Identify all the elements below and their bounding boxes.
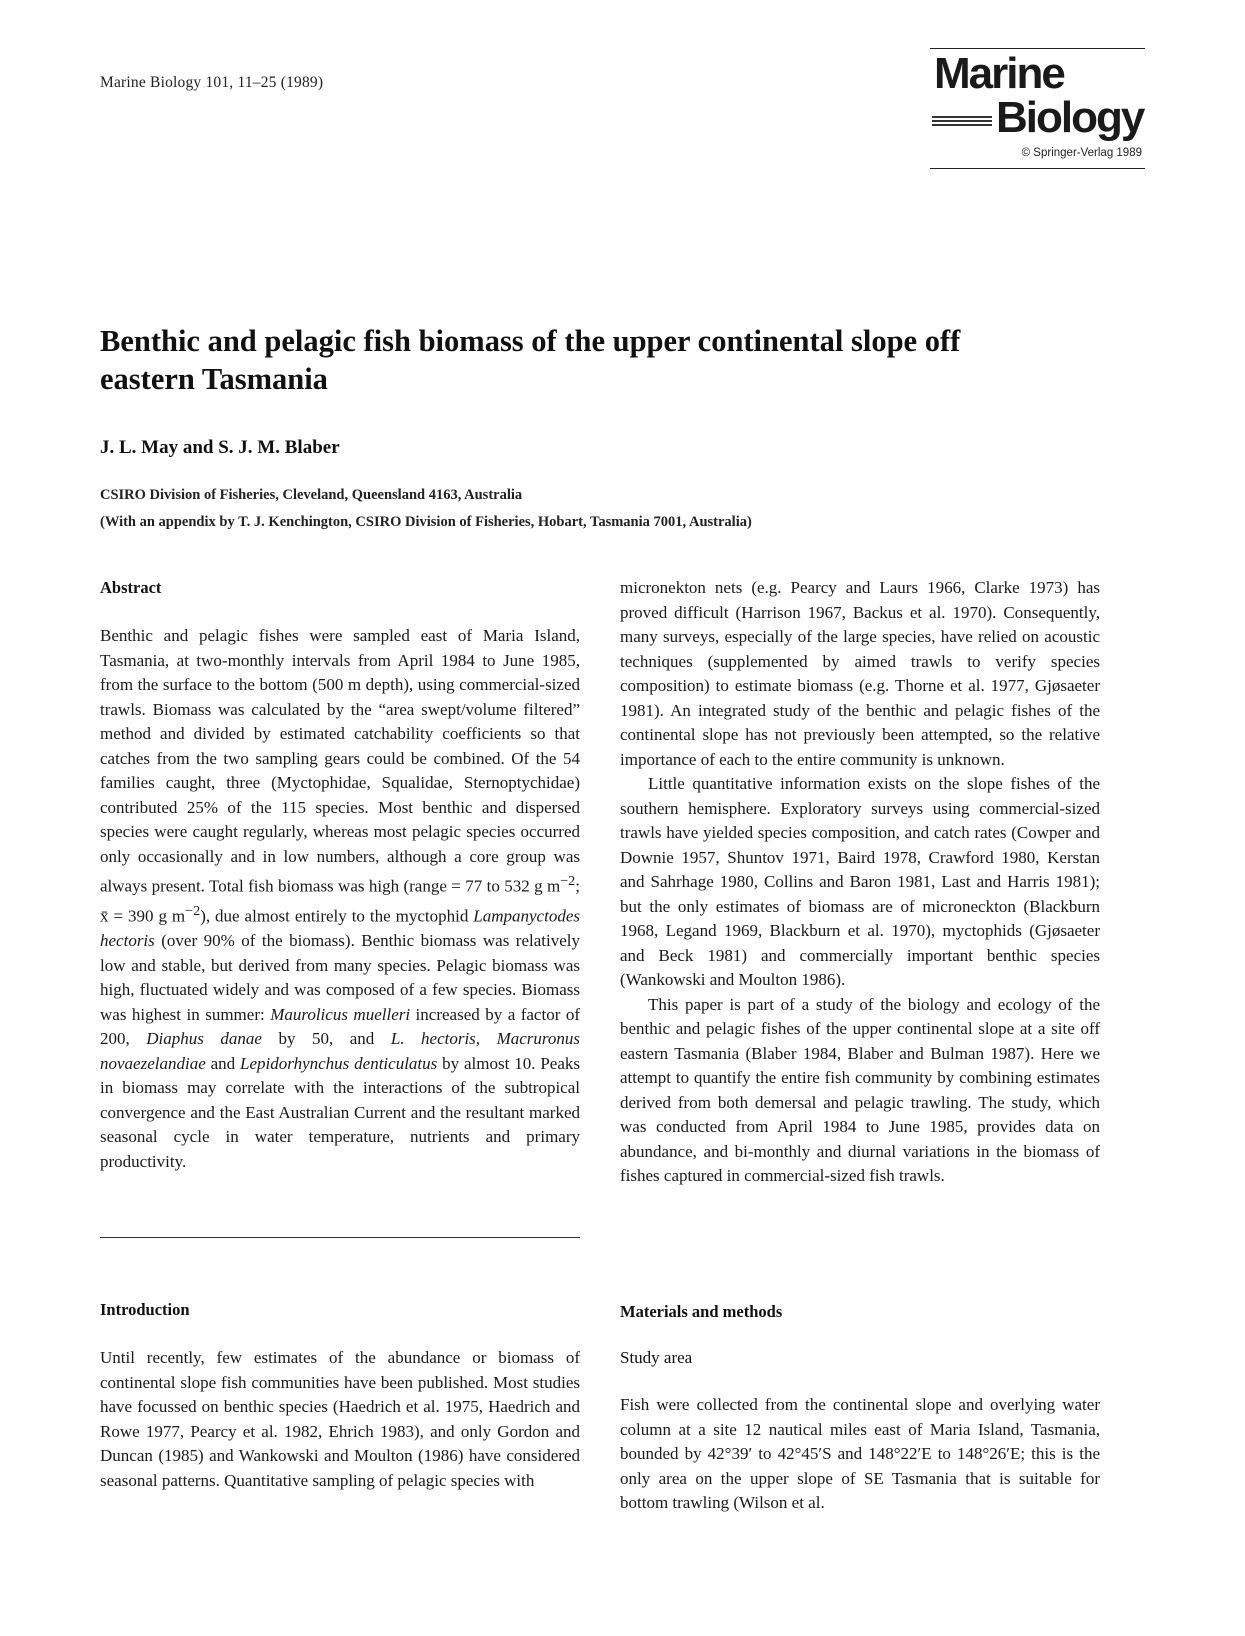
abstract-span: increased by a factor of 200, xyxy=(100,1004,581,1049)
running-head: Marine Biology 101, 11–25 (1989) xyxy=(100,74,324,91)
abstract-span: (over 90% of the biomass). Benthic biomass was relatively low and stable, but derived from many species. Pelagic biomass was high, fluctuated widely and was composed of a few species. Biomass was highest in summer: xyxy=(100,931,580,1024)
journal-logo-word-marine: Marine xyxy=(934,49,1064,98)
paper-title: Benthic and pelagic fish biomass of the upper continental slope off eastern Tasmania xyxy=(100,324,961,396)
journal-logo-word-biology: Biology xyxy=(996,93,1144,142)
abstract-span: ), due almost entirely to the myctophid xyxy=(200,906,474,926)
abstract-divider xyxy=(100,1237,580,1238)
species-name: Maurolicus muelleri xyxy=(270,1004,411,1024)
logo-tagline-bar xyxy=(932,120,992,122)
body-paragraph: This paper is part of a study of the biology and ecology of the benthic and pelagic fishes of the upper continental slope at a site off eastern Tasmania (Blaber 1984, Blaber and Bulman 1987). Here we attempt to quantify the entire fish community by combining estimates derived from both demersal and pelagic trawling. The study, which was conducted from April 1984 to June 1985, provides data on abundance, and bi-monthly and diurnal variations in the biomass of fishes captured in commercial-sized fish trawls. xyxy=(620,994,1100,1185)
methods-heading: Materials and methods xyxy=(620,1302,783,1321)
species-name: L. hectoris, Macruronus novaezelandiae xyxy=(100,1029,580,1073)
affiliation: CSIRO Division of Fisheries, Cleveland, Queensland 4163, Australia xyxy=(100,487,523,503)
abstract-span: and xyxy=(205,1053,241,1073)
species-name: Diaphus danae xyxy=(146,1029,262,1049)
journal-logo-tagline xyxy=(932,114,992,126)
body-paragraph: Little quantitative information exists on the slope fishes of the southern hemisphere. Exploratory surveys using commercial-sized trawls have yielded species composition, and catch rates (Cowper and Downie 1957, Shuntov 1971, Baird 1978, Crawford 1980, Kerstan and Sahrhage 1980, Collins and Baron 1981, Last and Harris 1981); but the only estimates of biomass are of microneckton (Blackburn 1968, Legand 1969, Blackburn et al. 1970), myctophids (Gjøsaeter and Beck 1981) and commercially important benthic species (Wankowski and Moulton 1986). xyxy=(620,774,1100,989)
journal-copyright: © Springer-Verlag 1989 xyxy=(1021,147,1142,159)
study-area-text: Fish were collected from the continental slope and overlying water column at a site 12 nautical miles east of Maria Island, Tasmania, bounded by 42°39′ to 42°45′S and 148°22′E to 148°26′E; this is the only area on the upper slope of SE Tasmania that is suitable for bottom trawling (Wilson et al. xyxy=(620,1395,1100,1512)
study-area-heading: Study area xyxy=(620,1348,693,1367)
logo-tagline-bar xyxy=(932,124,992,126)
introduction-text: Until recently, few estimates of the abundance or biomass of continental slope fish communities have been published. Most studies have focussed on benthic species (Haedrich et al. 1975, Haedrich and Rowe 1977, Pearcy et al. 1982, Ehrich 1983), and only Gordon and Duncan (1985) and Wankowski and Moulton (1986) have considered seasonal patterns. Quantitative sampling of pelagic species with xyxy=(100,1348,580,1490)
species-name: Lampanyctodes hectoris xyxy=(100,906,580,951)
appendix-note: (With an appendix by T. J. Kenchington, CSIRO Division of Fisheries, Hobart, Tasmania 7001, Australia) xyxy=(100,514,752,530)
abstract-exponent: −2 xyxy=(560,873,576,889)
logo-tagline-bar xyxy=(932,116,992,118)
abstract-span: Benthic and pelagic fishes were sampled east of Maria Island, Tasmania, at two-monthly intervals from April 1984 to June 1985, from the surface to the bottom (500 m depth), using commercial-sized trawls. Biomass was calculated by the “area swept/volume filtered” method and divided by estimated catchability coefficients so that catches from the two sampling gears could be combined. Of the 54 families caught, three (Myctophidae, Squalidae, Sternoptychidae) contributed 25% of the 115 species. Most benthic and dispersed species were caught regularly, whereas most pelagic species occurred only occasionally and in low numbers, although a core group was always present. Total fish biomass was high (range = 77 to 532 g m xyxy=(100,626,580,896)
logo-rule-bottom xyxy=(930,168,1145,169)
authors: J. L. May and S. J. M. Blaber xyxy=(100,437,340,458)
right-column xyxy=(620,576,1100,1189)
abstract-span: by almost 10. Peaks in biomass may correlate with the interactions of the subtropical convergence and the East Australian Current and the resultant marked seasonal cycle in water temperature, nutrients and primary productivity. xyxy=(100,1053,580,1171)
species-name: Lepidorhynchus denticulatus xyxy=(240,1053,438,1073)
body-paragraph: micronekton nets (e.g. Pearcy and Laurs 1966, Clarke 1973) has proved difficult (Harrison 1967, Backus et al. 1970). Consequently, many surveys, especially of the large species, have relied on acoustic techniques (supplemented by aimed trawls to verify species composition) to estimate biomass (e.g. Thorne et al. 1977, Gjøsaeter 1981). An integrated study of the benthic and pelagic fishes of the continental slope has not previously been attempted, so the relative importance of each to the entire community is unknown. xyxy=(620,578,1100,769)
introduction-heading: Introduction xyxy=(100,1300,190,1319)
abstract-heading: Abstract xyxy=(100,578,162,597)
abstract-text xyxy=(100,624,580,1174)
abstract-span: ; x̄ = 390 g m xyxy=(100,876,580,926)
abstract-span: by 50, and xyxy=(261,1029,391,1049)
abstract-exponent: −2 xyxy=(185,903,201,920)
